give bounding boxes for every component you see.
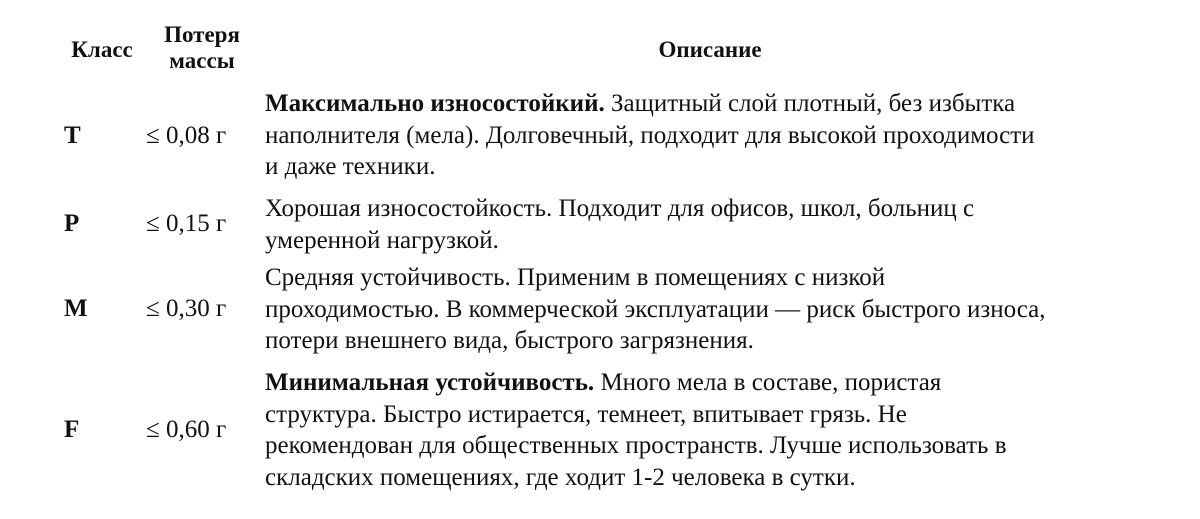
description-bold-lead: Максимально износостойкий. — [265, 90, 605, 117]
description-line: наполнителя (мела). Долговечный, подходит для высокой проходимости — [265, 121, 1035, 149]
description-bold-lead: Минимальная устойчивость. — [265, 369, 595, 396]
description-cell — [265, 367, 1165, 493]
mass-loss-cell: ≤ 0,08 г — [146, 122, 227, 149]
header-class: Класс — [71, 37, 133, 62]
mass-loss-cell: ≤ 0,60 г — [146, 416, 227, 443]
description-line: Средняя устойчивость. Применим в помещениях с низкой — [265, 264, 886, 291]
description-line: Хорошая износостойкость. Подходит для офисов, школ, больниц с — [265, 195, 975, 222]
description-text: Защитный слой плотный, без избытка — [604, 90, 1016, 117]
header-mass-loss-line1: Потеря — [164, 22, 240, 47]
table-row-p — [0, 193, 1200, 257]
table-row-m — [0, 262, 1200, 358]
description-line: умеренной нагрузкой. — [265, 226, 499, 254]
description-line: складских помещениях, где ходит 1-2 человека в сутки. — [265, 463, 856, 491]
description-line: рекомендован для общественных пространств. Лучше использовать в — [265, 432, 1007, 459]
description-line: потери внешнего вида, быстрого загрязнения. — [265, 327, 754, 354]
table-row-t — [0, 88, 1200, 184]
table-row-f — [0, 367, 1200, 495]
class-cell: M — [64, 295, 88, 322]
description-text: Много мела в составе, пористая — [594, 369, 942, 396]
description-cell — [265, 193, 1165, 256]
description-cell — [265, 88, 1165, 183]
description-line — [265, 367, 1165, 399]
mass-loss-cell: ≤ 0,15 г — [146, 210, 227, 237]
description-cell — [265, 262, 1165, 357]
header-mass-loss — [150, 22, 254, 74]
header-mass-loss-line2: массы — [169, 48, 235, 73]
description-line — [265, 88, 1165, 120]
header-description: Описание — [658, 37, 762, 62]
class-cell: P — [64, 210, 80, 237]
description-line: и даже техники. — [265, 153, 436, 180]
class-cell: T — [64, 122, 81, 149]
class-cell: F — [64, 416, 80, 443]
description-line: структура. Быстро истирается, темнеет, впитывает грязь. Не — [265, 400, 907, 428]
description-line: проходимостью. В коммерческой эксплуатации — риск быстрого износа, — [265, 295, 1046, 323]
mass-loss-cell: ≤ 0,30 г — [146, 295, 227, 322]
